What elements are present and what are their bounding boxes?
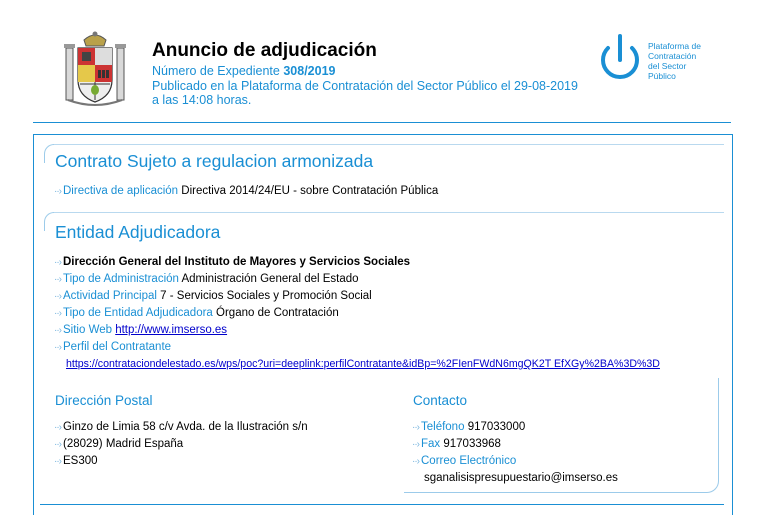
contacto-heading: Contacto — [413, 393, 468, 408]
arrow-bullet-icon: ··› — [54, 456, 61, 467]
arrow-bullet-icon: ··› — [54, 422, 61, 433]
tipo-admin-row — [54, 272, 359, 287]
direccion-heading: Dirección Postal — [55, 393, 153, 408]
document-header — [0, 0, 761, 125]
email-value[interactable]: sganalisispresupuestario@imserso.es — [424, 472, 618, 484]
tipo-admin-label: Tipo de Administración — [63, 273, 179, 285]
direccion-line-2: (28029) Madrid España — [63, 438, 184, 450]
directiva-label: Directiva de aplicación — [63, 185, 179, 197]
arrow-bullet-icon: ··› — [412, 456, 419, 467]
direccion-line-1: Ginzo de Limia 58 c/v Avda. de la Ilustración s/n — [63, 421, 308, 433]
telefono-row — [412, 420, 525, 435]
logo-text-line: Público — [648, 71, 676, 81]
directiva-value: Directiva 2014/24/EU - sobre Contratación Pública — [181, 185, 439, 197]
perfil-row — [54, 340, 171, 355]
perfil-label: Perfil del Contratante — [63, 341, 172, 353]
published-line-1: Publicado en la Plataforma de Contratación del Sector Público el 29-08-2019 — [152, 79, 578, 93]
arrow-bullet-icon: ··› — [54, 325, 61, 336]
email-label-row — [412, 454, 516, 469]
logo-text — [648, 41, 728, 81]
section-corner — [44, 144, 55, 163]
email-value-row — [424, 471, 618, 485]
expediente-line — [152, 64, 335, 78]
page-title: Anuncio de adjudicación — [152, 40, 377, 61]
section-rule — [54, 212, 724, 213]
fax-value: 917033968 — [443, 438, 501, 450]
tipo-entidad-row — [54, 306, 339, 321]
sitio-web-link[interactable]: http://www.imserso.es — [115, 324, 228, 336]
sitio-web-label: Sitio Web — [63, 324, 113, 336]
arrow-bullet-icon: ··› — [412, 422, 419, 433]
arrow-bullet-icon: ··› — [54, 308, 61, 319]
published-line-2: a las 14:08 horas. — [152, 93, 252, 107]
direccion-line-3: ES300 — [63, 455, 98, 467]
directiva-row — [54, 184, 438, 199]
section-heading-contrato: Contrato Sujeto a regulacion armonizada — [55, 151, 374, 171]
header-divider — [33, 122, 731, 123]
email-label: Correo Electrónico — [421, 455, 517, 467]
tipo-entidad-label: Tipo de Entidad Adjudicadora — [63, 307, 213, 319]
fax-row — [412, 437, 501, 452]
tipo-admin-value: Administración General del Estado — [181, 273, 359, 285]
logo-text-line: del Sector — [648, 61, 687, 71]
arrow-bullet-icon: ··› — [54, 257, 61, 268]
entidad-name-row — [54, 255, 410, 270]
section-heading-entidad: Entidad Adjudicadora — [55, 222, 221, 242]
perfil-link-row — [66, 357, 660, 371]
actividad-row — [54, 289, 372, 304]
platform-logo[interactable] — [598, 34, 728, 94]
sitio-web-row — [54, 323, 227, 338]
section-rule — [54, 144, 724, 145]
tipo-entidad-value: Órgano de Contratación — [216, 307, 339, 319]
perfil-contratante-link[interactable]: https://contrataciondelestado.es/wps/poc?uri=deeplink:perfilContratante&idBp=%2FIenFWdN6mgQK2T EfXGy%2BA%3D%3D — [66, 358, 660, 370]
fax-label: Fax — [421, 438, 441, 450]
arrow-bullet-icon: ··› — [412, 439, 419, 450]
power-logo-icon — [598, 34, 642, 94]
coat-of-arms-icon — [62, 30, 128, 112]
direccion-line-2-row — [54, 437, 183, 452]
logo-text-line: Plataforma de — [648, 41, 701, 51]
logo-text-line: Contratación — [648, 51, 697, 61]
actividad-value: 7 - Servicios Sociales y Promoción Social — [160, 290, 372, 302]
direccion-line-3-row — [54, 454, 98, 469]
entidad-name: Dirección General del Instituto de Mayores y Servicios Sociales — [63, 256, 411, 268]
expediente-label: Número de Expediente — [152, 64, 280, 78]
arrow-bullet-icon: ··› — [54, 342, 61, 353]
actividad-label: Actividad Principal — [63, 290, 157, 302]
expediente-value: 308/2019 — [283, 64, 336, 78]
direccion-line-1-row — [54, 420, 308, 435]
arrow-bullet-icon: ··› — [54, 186, 61, 197]
telefono-label: Teléfono — [421, 421, 465, 433]
bottom-divider — [40, 504, 724, 505]
arrow-bullet-icon: ··› — [54, 291, 61, 302]
telefono-value: 917033000 — [467, 421, 526, 433]
arrow-bullet-icon: ··› — [54, 439, 61, 450]
arrow-bullet-icon: ··› — [54, 274, 61, 285]
section-corner — [44, 212, 55, 231]
